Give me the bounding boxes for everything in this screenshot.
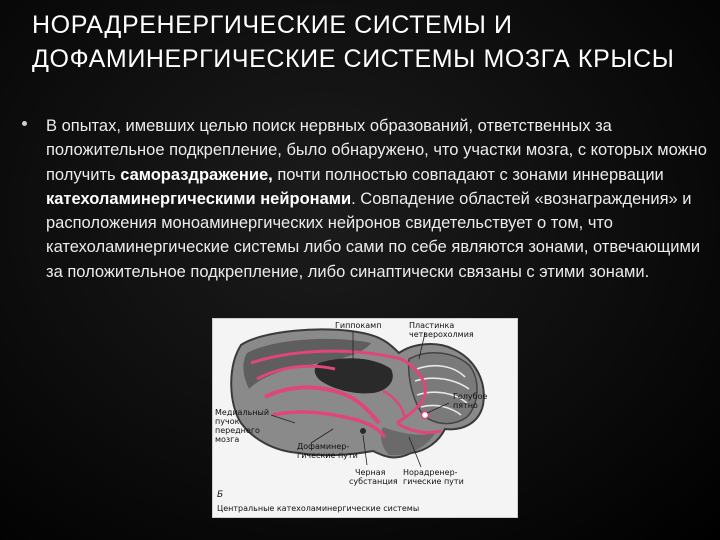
label-dopa-1: Дофаминер- xyxy=(297,442,350,451)
bullet-text: В опытах, имевших целью поиск нервных образований, ответственных за положительное подкрепление, было обнаружено, что участки мозга, с которых можно получить самораздражение, почти полностью совпадают с зонами иннервации катехоламинергическими нейронами. Совпадение областей «вознаграждения» и расположения моноаминергических нейронов свидетельствует о том, что катехоламинергические системы либо сами по себе являются зонами, отвечающими за положительное подкрепление, либо синаптически связаны с этими зонами. xyxy=(46,117,707,281)
label-blue-1: Голубое xyxy=(453,392,488,401)
bullet-icon xyxy=(22,121,27,126)
label-plate-2: четверохолмия xyxy=(409,330,474,339)
label-blue-2: пятно xyxy=(453,401,478,410)
bold-term-self-stimulation: самораздражение, xyxy=(120,165,273,184)
bullet-item xyxy=(22,114,712,284)
label-dopa-2: гические пути xyxy=(297,451,358,460)
label-plate-1: Пластинка xyxy=(409,321,455,330)
label-medial-1: Медиальный xyxy=(215,408,270,417)
label-medial-2: пучок xyxy=(215,417,240,426)
brain-diagram xyxy=(212,318,518,518)
slide-title: НОРАДРЕНЕРГИЧЕСКИЕ СИСТЕМЫ И ДОФАМИНЕРГИЧЕСКИЕ СИСТЕМЫ МОЗГА КРЫСЫ xyxy=(32,11,675,73)
bold-term-catecholaminergic: катехоламинергическими нейронами xyxy=(46,189,352,208)
substantia-nigra-marker xyxy=(360,428,366,434)
label-black-1: Черная xyxy=(355,468,386,477)
label-nora-1: Норадренер- xyxy=(403,468,458,477)
label-medial-4: мозга xyxy=(215,435,240,444)
brain-svg xyxy=(213,319,517,517)
figure-caption: Центральные катехоламинергические системы xyxy=(217,504,420,513)
label-hippocampus: Гиппокамп xyxy=(335,321,382,330)
label-nora-2: гические пути xyxy=(403,477,464,486)
label-black-2: субстанция xyxy=(349,477,398,486)
label-medial-3: переднего xyxy=(215,426,260,435)
figure-letter: Б xyxy=(217,490,224,500)
